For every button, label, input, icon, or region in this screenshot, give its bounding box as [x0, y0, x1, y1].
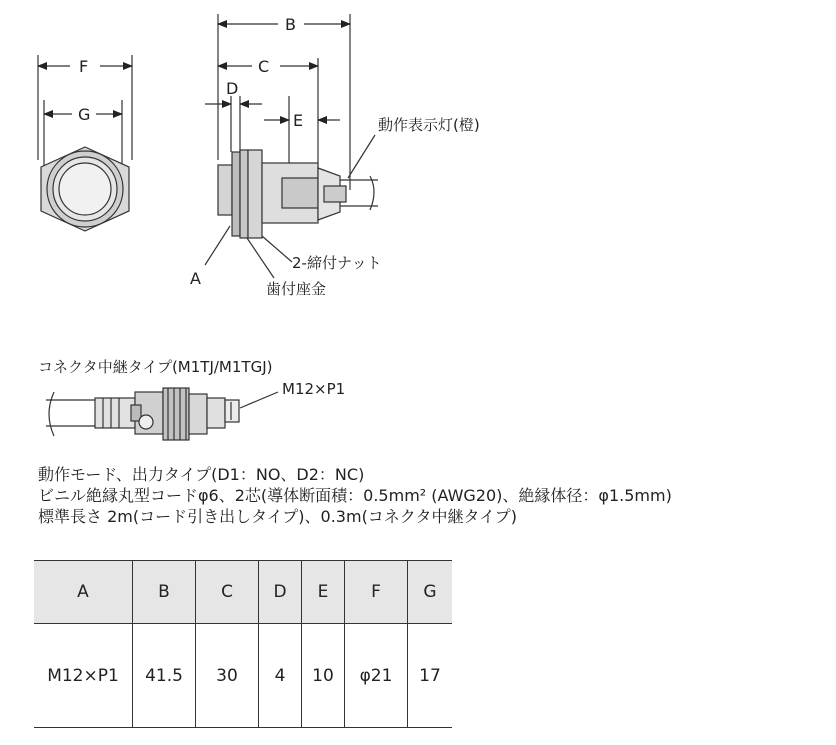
label-G: G [78, 105, 91, 124]
side-view [205, 14, 378, 278]
label-nut: 2-締付ナット [292, 254, 382, 272]
header-C: C [196, 561, 259, 624]
cell-E: 10 [302, 624, 345, 728]
notes [38, 464, 672, 527]
note-line-2: ビニル絶縁丸型コードφ6、2芯(導体断面積：0.5mm² (AWG20)、絶縁体径：φ1.5mm) [38, 486, 672, 505]
label-F: F [79, 57, 89, 76]
note-line-1: 動作モード、出力タイプ(D1：NO、D2：NC) [38, 465, 365, 484]
header-F: F [345, 561, 408, 624]
label-A: A [190, 269, 201, 288]
cell-A: M12×P1 [34, 624, 133, 728]
cell-D: 4 [259, 624, 302, 728]
header-D: D [259, 561, 302, 624]
table-header-row [34, 561, 452, 624]
header-E: E [302, 561, 345, 624]
connector-title: コネクタ中継タイプ(M1TJ/M1TGJ) [38, 358, 273, 376]
label-washer: 歯付座金 [266, 280, 327, 298]
dimension-table [34, 560, 452, 728]
front-view [38, 55, 132, 231]
note-line-3: 標準長さ 2m(コード引き出しタイプ)、0.3m(コネクタ中継タイプ) [38, 507, 517, 526]
table-row [34, 624, 452, 728]
header-G: G [408, 561, 453, 624]
label-D: D [226, 79, 239, 98]
cell-G: 17 [408, 624, 453, 728]
header-A: A [34, 561, 133, 624]
label-indicator: 動作表示灯(橙) [378, 116, 480, 134]
cell-C: 30 [196, 624, 259, 728]
label-thread: M12×P1 [282, 380, 346, 398]
label-E: E [293, 111, 304, 130]
label-C: C [258, 57, 270, 76]
header-B: B [133, 561, 196, 624]
cell-B: 41.5 [133, 624, 196, 728]
connector-view [46, 388, 278, 440]
label-B: B [285, 15, 296, 34]
cell-F: φ21 [345, 624, 408, 728]
